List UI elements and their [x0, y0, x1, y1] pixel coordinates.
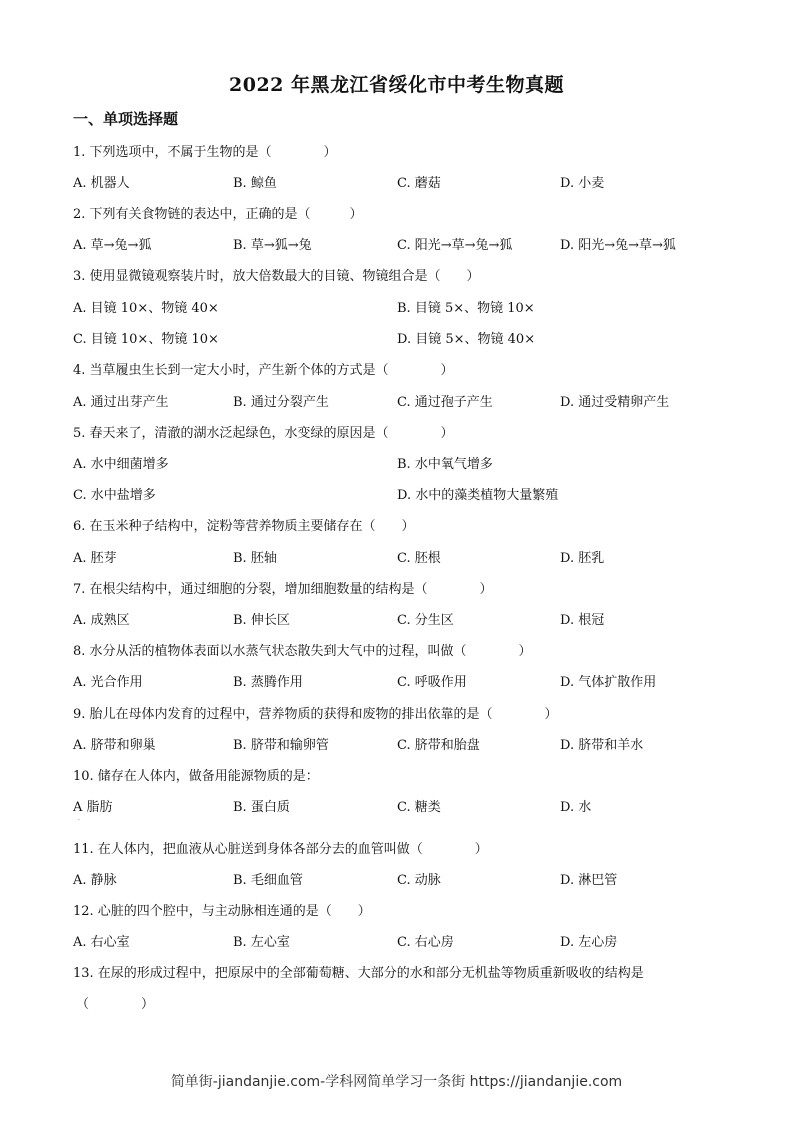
- option-d[interactable]: D. 目镜 5×、物镜 40×: [397, 332, 536, 347]
- option-c[interactable]: C. 阳光→草→兔→狐: [397, 238, 513, 253]
- option-d[interactable]: D. 阳光→兔→草→狐: [560, 238, 676, 253]
- question-2: 2. 下列有关食物链的表达中，正确的是（ ）: [73, 207, 363, 222]
- option-d[interactable]: D. 胚乳: [560, 551, 605, 566]
- option-d[interactable]: D. 小麦: [560, 176, 605, 191]
- option-d[interactable]: D. 水: [560, 800, 592, 815]
- option-b[interactable]: B. 蛋白质: [233, 800, 290, 815]
- option-c[interactable]: C. 右心房: [397, 935, 454, 950]
- option-d[interactable]: D. 左心房: [560, 935, 618, 950]
- option-d[interactable]: D. 通过受精卵产生: [560, 395, 670, 410]
- footer-watermark: 简单街-jiandanjie.com-学科网简单学习一条街 https://jiandanjie.com: [170, 1074, 623, 1090]
- option-a[interactable]: A. 胚芽: [73, 551, 117, 566]
- page-title: 2022 年黑龙江省绥化市中考生物真题: [229, 74, 564, 96]
- option-b[interactable]: B. 伸长区: [233, 613, 290, 628]
- question-7: 7. 在根尖结构中，通过细胞的分裂，增加细胞数量的结构是（ ）: [73, 582, 493, 597]
- option-c[interactable]: C. 通过孢子产生: [397, 395, 493, 410]
- question-8-options: [73, 671, 733, 691]
- option-a[interactable]: A 脂肪: [73, 800, 113, 815]
- option-b[interactable]: B. 目镜 5×、物镜 10×: [397, 301, 535, 316]
- question-5: 5. 春天来了，清澈的湖水泛起绿色，水变绿的原因是（ ）: [73, 426, 454, 441]
- question-1: 1. 下列选项中，不属于生物的是（ ）: [73, 145, 337, 160]
- question-4: 4. 当草履虫生长到一定大小时，产生新个体的方式是（ ）: [73, 363, 454, 378]
- question-2-options: [73, 234, 733, 254]
- option-c[interactable]: C. 蘑菇: [397, 176, 441, 191]
- question-10: 10. 储存在人体内，做备用能源物质的是：: [73, 769, 319, 784]
- question-8: 8. 水分从活的植物体表面以水蒸气状态散失到大气中的过程，叫做（ ）: [73, 644, 532, 659]
- option-c[interactable]: C. 脐带和胎盘: [397, 738, 480, 753]
- option-b[interactable]: B. 左心室: [233, 935, 290, 950]
- question-13-answer-blank: （ ）: [76, 997, 155, 1012]
- option-a[interactable]: A. 右心室: [73, 935, 130, 950]
- question-10-options: [73, 796, 733, 816]
- option-c[interactable]: C. 胚根: [397, 551, 441, 566]
- section-heading: 一、单项选择题: [73, 110, 179, 128]
- option-d[interactable]: D. 淋巴管: [560, 873, 618, 888]
- option-a[interactable]: A. 光合作用: [73, 675, 143, 690]
- option-b[interactable]: B. 毛细血管: [233, 873, 303, 888]
- option-d[interactable]: D. 脐带和羊水: [560, 738, 644, 753]
- question-4-options: [73, 391, 733, 411]
- question-13: 13. 在尿的形成过程中，把原尿中的全部葡萄糖、大部分的水和部分无机盐等物质重新吸收的结构是: [73, 966, 644, 981]
- question-9-options: [73, 734, 733, 754]
- option-a[interactable]: A. 静脉: [73, 873, 117, 888]
- option-b[interactable]: B. 鲸鱼: [233, 176, 277, 191]
- question-11-options: [73, 869, 733, 889]
- stray-mark: ·: [78, 817, 80, 824]
- option-a[interactable]: A. 目镜 10×、物镜 40×: [73, 301, 219, 316]
- option-c[interactable]: C. 水中盐增多: [73, 488, 156, 503]
- question-3: 3. 使用显微镜观察装片时，放大倍数最大的目镜、物镜组合是（ ）: [73, 269, 480, 284]
- option-b[interactable]: B. 胚轴: [233, 551, 277, 566]
- option-a[interactable]: A. 水中细菌增多: [73, 457, 169, 472]
- option-d[interactable]: D. 根冠: [560, 613, 605, 628]
- option-a[interactable]: A. 成熟区: [73, 613, 130, 628]
- option-b[interactable]: B. 脐带和输卵管: [233, 738, 329, 753]
- option-c[interactable]: C. 呼吸作用: [397, 675, 467, 690]
- option-c[interactable]: C. 目镜 10×、物镜 10×: [73, 332, 219, 347]
- option-d[interactable]: D. 气体扩散作用: [560, 675, 657, 690]
- question-12-options: [73, 931, 733, 951]
- question-9: 9. 胎儿在母体内发育的过程中，营养物质的获得和废物的排出依靠的是（ ）: [73, 707, 558, 722]
- option-a[interactable]: A. 通过出芽产生: [73, 395, 169, 410]
- question-5-options-row2: [73, 484, 733, 504]
- question-11: 11. 在人体内，把血液从心脏送到身体各部分去的血管叫做（ ）: [73, 842, 488, 857]
- option-a[interactable]: A. 草→兔→狐: [73, 238, 152, 253]
- question-6-options: [73, 547, 733, 567]
- option-b[interactable]: B. 水中氧气增多: [397, 457, 493, 472]
- option-a[interactable]: A. 机器人: [73, 176, 130, 191]
- question-3-options-row2: [73, 328, 733, 348]
- option-c[interactable]: C. 动脉: [397, 873, 441, 888]
- question-6: 6. 在玉米种子结构中，淀粉等营养物质主要储存在（ ）: [73, 519, 415, 534]
- option-c[interactable]: C. 分生区: [397, 613, 454, 628]
- question-3-options-row1: [73, 297, 733, 317]
- option-c[interactable]: C. 糖类: [397, 800, 441, 815]
- option-b[interactable]: B. 草→狐→兔: [233, 238, 312, 253]
- option-b[interactable]: B. 通过分裂产生: [233, 395, 329, 410]
- question-7-options: [73, 609, 733, 629]
- question-5-options-row1: [73, 453, 733, 473]
- question-1-options: [73, 172, 733, 192]
- option-a[interactable]: A. 脐带和卵巢: [73, 738, 156, 753]
- option-b[interactable]: B. 蒸腾作用: [233, 675, 303, 690]
- option-d[interactable]: D. 水中的藻类植物大量繁殖: [397, 488, 559, 503]
- question-12: 12. 心脏的四个腔中，与主动脉相连通的是（ ）: [73, 904, 371, 919]
